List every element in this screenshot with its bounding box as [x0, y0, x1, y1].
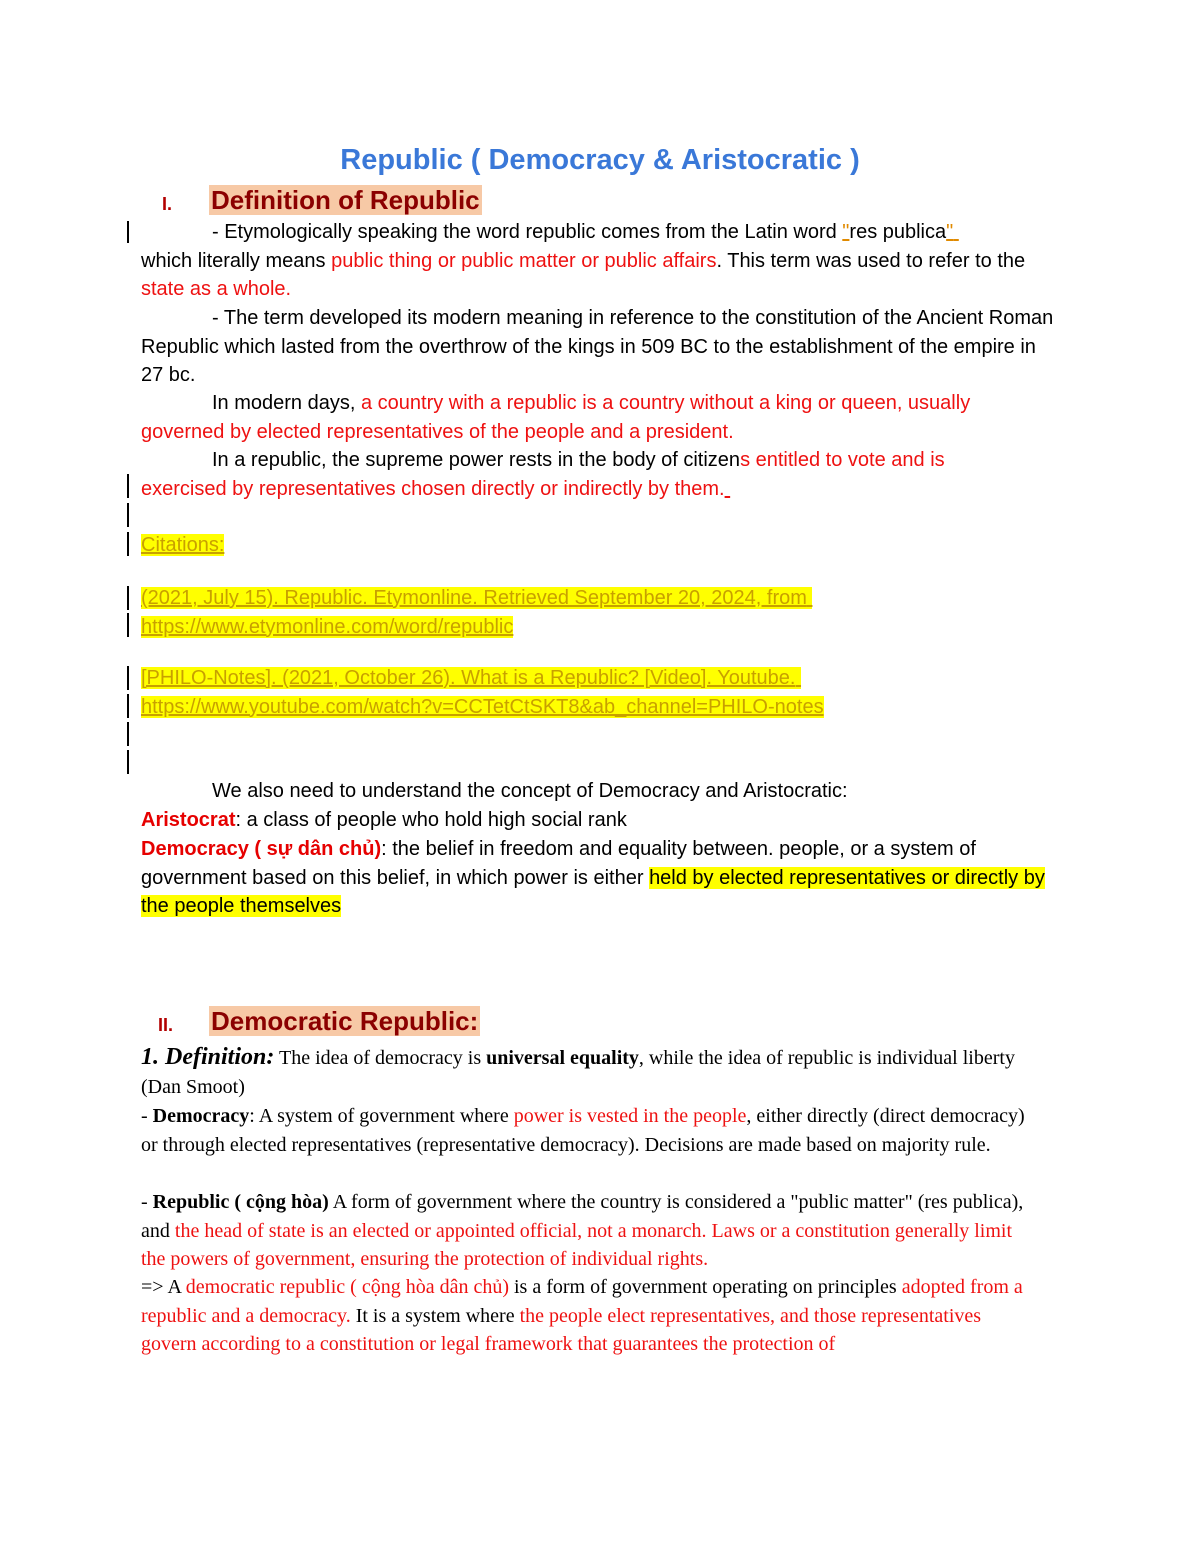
definition-democracy: Democracy ( sự dân chủ): the belief in freedom and equality between. people, or a system of government based on this belief, in which power is either held by elected representatives or directly by the people themselves [141, 838, 1045, 917]
change-bar [127, 474, 129, 498]
paragraph-modern-days: In modern days, a country with a republic is a country without a king or queen, usually governed by elected representatives of the people and a president. [141, 392, 971, 443]
page-title: Republic ( Democracy & Aristocratic ) [340, 144, 860, 176]
conclusion-paragraph: => A democratic republic ( cộng hòa dân chủ) is a form of government operating on principles adopted from a republic and a democracy. It is a system where the people elect representatives, and those representatives govern according to a constitution or legal framework that guarantees the protection of [141, 1276, 1023, 1355]
citations-label: Citations: [141, 534, 225, 556]
change-bar [127, 532, 129, 556]
paragraph-modern-meaning: - The term developed its modern meaning in reference to the constitution of the Ancient Roman Republic which lasted from the overthrow of the kings in 509 BC to the establishment of the empire in 27 bc. [141, 307, 1054, 386]
citation-1-link[interactable]: https://www.etymonline.com/word/republic [141, 615, 514, 638]
definition-paragraph: 1. Definition: The idea of democracy is universal equality, while the idea of republic is individual liberty (Dan Smoot) [141, 1044, 1015, 1098]
change-bar [127, 666, 129, 690]
change-bar [127, 750, 129, 774]
change-bar [127, 694, 129, 718]
section-1-number: I. [162, 194, 173, 214]
change-bar [127, 503, 129, 527]
change-bar [127, 586, 129, 610]
section-2-heading: Democratic Republic: [211, 1006, 479, 1036]
paragraph-supreme-power: In a republic, the supreme power rests in the body of citizens entitled to vote and is exercised by representatives chosen directly or indirectly by them. [141, 449, 945, 500]
section-2-number: II. [158, 1015, 174, 1035]
paragraph-etymology: - Etymologically speaking the word republic comes from the Latin word "res publica" which literally means public thing or public matter or public affairs. This term was used to refer to the state as a whole. [141, 221, 1026, 300]
definition-aristocrat: Aristocrat: a class of people who hold high social rank [141, 809, 627, 831]
citation-2 [141, 664, 1061, 721]
change-bar [127, 613, 129, 637]
section-1-heading: Definition of Republic [211, 185, 480, 215]
citation-2-link[interactable]: https://www.youtube.com/watch?v=CCTetCtSKT8&ab_channel=PHILO-notes [141, 695, 824, 718]
change-bar [127, 722, 129, 746]
paragraph-concepts-intro: We also need to understand the concept of Democracy and Aristocratic: [212, 780, 848, 802]
republic-paragraph: - Republic ( cộng hòa) A form of government where the country is considered a "public matter" (res publica), and the head of state is an elected or appointed official, not a monarch. Laws or a constitution generally limit the powers of government, ensuring the protection of individual rights. [141, 1191, 1024, 1270]
democracy-paragraph: - Democracy: A system of government where power is vested in the people, either directly (direct democracy) or through elected representatives (representative democracy). Decisions are made based on majority rule. [141, 1105, 1025, 1156]
citation-2-text: [PHILO-Notes]. (2021, October 26). What is a Republic? [Video]. Youtube. [141, 667, 796, 689]
citation-1 [141, 584, 1061, 641]
change-bar [127, 221, 129, 243]
citation-1-text: (2021, July 15). Republic. Etymonline. Retrieved September 20, 2024, from [141, 587, 807, 609]
